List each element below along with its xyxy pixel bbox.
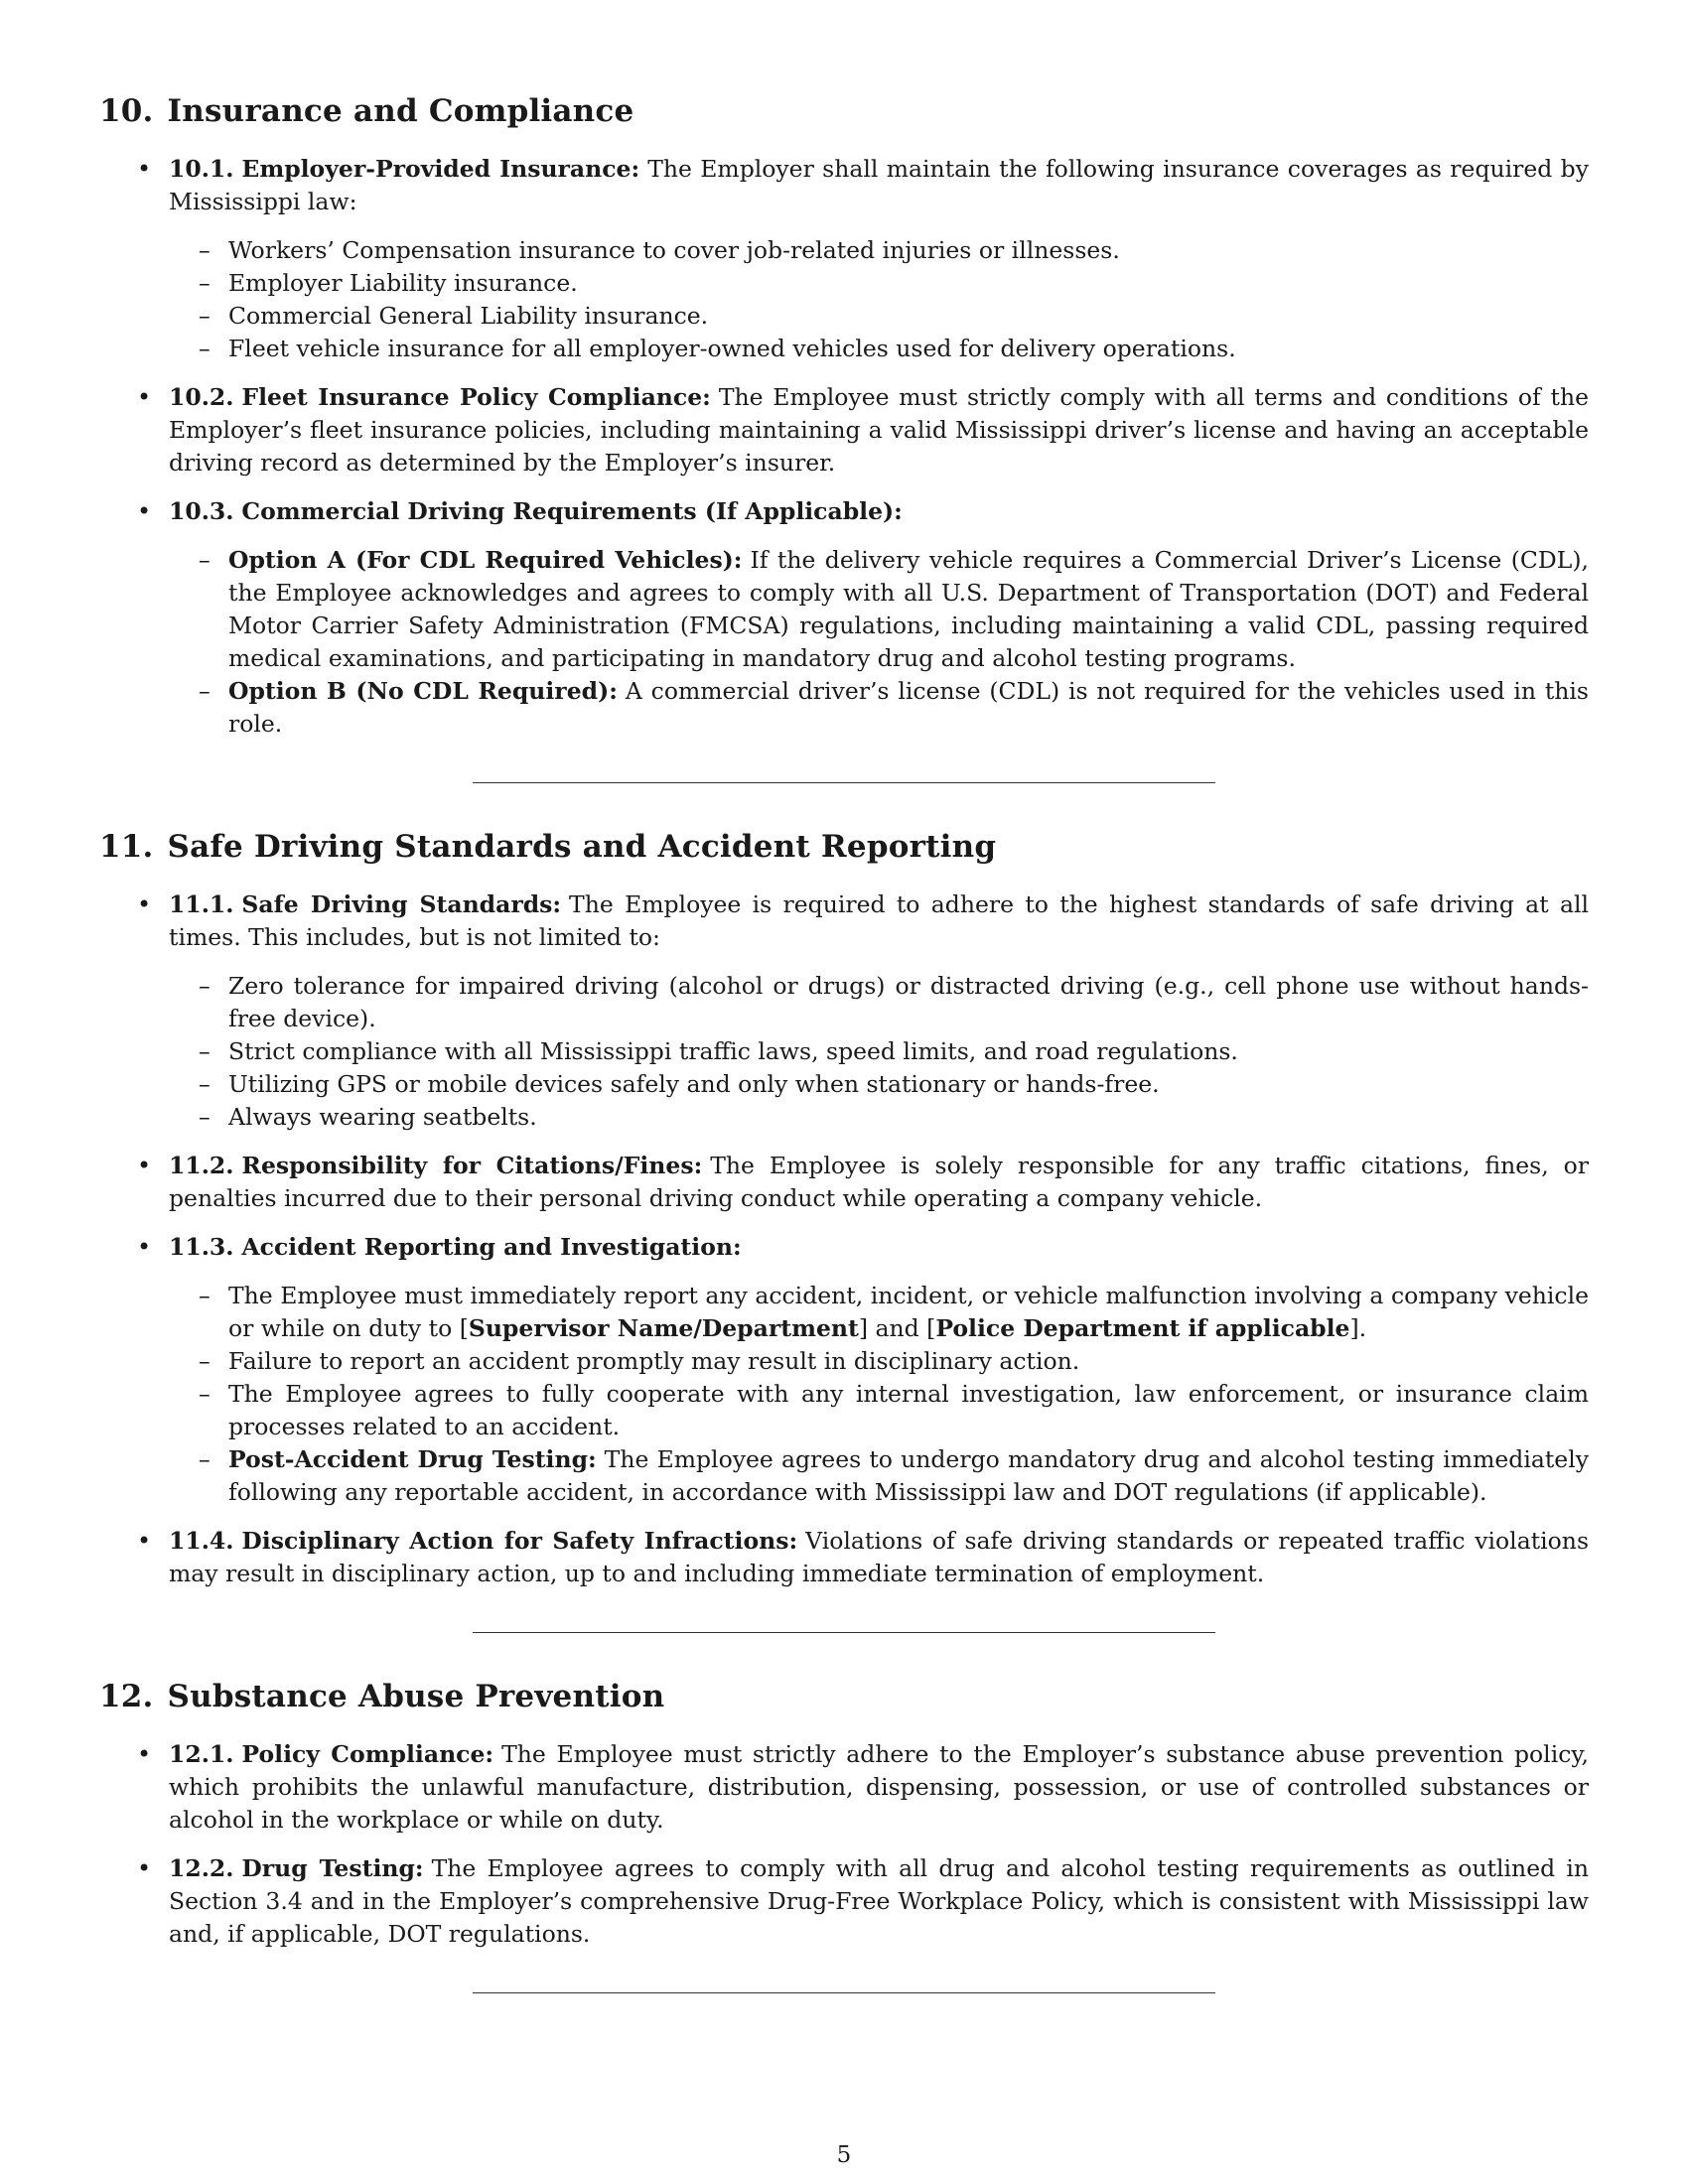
clause-10-3 (99, 495, 1589, 741)
clause-10-2 (99, 381, 1589, 479)
section-10-list (99, 153, 1589, 741)
section-number: 12. (99, 1679, 154, 1714)
clause-11-3 (99, 1231, 1589, 1509)
section-title: Insurance and Compliance (167, 93, 634, 129)
sub-item-option-a (169, 544, 1589, 675)
option-label: Option A (For CDL Required Vehicles): (228, 546, 743, 574)
sub-list (169, 1280, 1589, 1509)
section-heading-11 (99, 827, 1589, 867)
report-text-before: The Employee must immediately report any accident, incident, or vehicle malfunction involving a company vehicle or while on duty to [ (228, 1282, 1589, 1342)
clause-number: 10.1. (169, 155, 234, 183)
sub-item: – The Employee agrees to fully cooperate with any internal investigation, law enforcement, or insurance claim processes related to an accident. (169, 1378, 1589, 1443)
clause-label: Accident Reporting and Investigation: (241, 1233, 742, 1261)
sub-item: – Commercial General Liability insurance. (169, 300, 1589, 333)
clause-label: Policy Compliance: (241, 1740, 494, 1768)
section-heading-10 (99, 91, 1589, 131)
report-text-mid: ] and [ (858, 1314, 936, 1342)
section-number: 10. (99, 93, 154, 129)
section-heading-12 (99, 1677, 1589, 1716)
clause-label: Responsibility for Citations/Fines: (241, 1152, 703, 1179)
clause-11-2 (99, 1150, 1589, 1215)
clause-10-1 (99, 153, 1589, 365)
clause-text: The Employee agrees to comply with all drug and alcohol testing requirements as outlined in Section 3.4 and in the Employer’s comprehensive Drug-Free Workplace Policy, which is consistent with Mississippi law and, if applicable, DOT regulations. (169, 1854, 1589, 1948)
sub-list (169, 234, 1589, 365)
clause-text: The Employee must strictly comply with all terms and conditions of the Employer’s fleet insurance policies, including maintaining a valid Mississippi driver’s license and having an acceptable driving record as determined by the Employer’s insurer. (169, 383, 1589, 477)
clause-number: 11.4. (169, 1527, 234, 1555)
police-placeholder: Police Department if applicable (935, 1314, 1350, 1342)
clause-label: Disciplinary Action for Safety Infractions: (241, 1527, 798, 1555)
post-accident-label: Post-Accident Drug Testing: (228, 1445, 597, 1473)
sub-item: – Strict compliance with all Mississippi traffic laws, speed limits, and road regulations. (169, 1035, 1589, 1068)
sub-list (169, 544, 1589, 741)
clause-11-1 (99, 888, 1589, 1134)
sub-item: – Fleet vehicle insurance for all employer-owned vehicles used for delivery operations. (169, 333, 1589, 365)
clause-label: Drug Testing: (241, 1854, 424, 1882)
clause-number: 11.1. (169, 890, 234, 918)
option-text: If the delivery vehicle requires a Commercial Driver’s License (CDL), the Employee acknowledges and agrees to comply with all U.S. Department of Transportation (DOT) and Federal Motor Carrier Safety Administration (FMCSA) regulations, including maintaining a valid CDL, passing required medical examinations, and participating in mandatory drug and alcohol testing programs. (228, 546, 1589, 672)
sub-list (169, 970, 1589, 1134)
option-label: Option B (No CDL Required): (228, 677, 618, 705)
supervisor-placeholder: Supervisor Name/Department (468, 1314, 859, 1342)
sub-item-report (169, 1280, 1589, 1345)
clause-12-2 (99, 1852, 1589, 1951)
section-divider (473, 782, 1215, 783)
post-accident-text: The Employee agrees to undergo mandatory drug and alcohol testing immediately following any reportable accident, in accordance with Mississippi law and DOT regulations (if applicable). (228, 1445, 1589, 1506)
clause-text: The Employer shall maintain the following insurance coverages as required by Mississippi law: (169, 155, 1589, 215)
clause-text: The Employee must strictly adhere to the Employer’s substance abuse prevention policy, which prohibits the unlawful manufacture, distribution, dispensing, possession, or use of controlled substances or alcohol in the workplace or while on duty. (169, 1740, 1589, 1834)
clause-number: 11.2. (169, 1152, 234, 1179)
option-text: A commercial driver’s license (CDL) is not required for the vehicles used in this role. (228, 677, 1589, 738)
sub-item: – Workers’ Compensation insurance to cover job-related injuries or illnesses. (169, 234, 1589, 267)
section-divider (473, 1632, 1215, 1633)
clause-number: 12.1. (169, 1740, 234, 1768)
section-12-list (99, 1738, 1589, 1951)
sub-item: – Employer Liability insurance. (169, 267, 1589, 300)
sub-item-option-b (169, 675, 1589, 741)
sub-item: – Always wearing seatbelts. (169, 1101, 1589, 1134)
section-divider (473, 1992, 1215, 1993)
page-number: 5 (836, 2142, 852, 2168)
report-text-after: ]. (1349, 1314, 1367, 1342)
clause-number: 12.2. (169, 1854, 234, 1882)
clause-12-1 (99, 1738, 1589, 1837)
clause-label: Fleet Insurance Policy Compliance: (241, 383, 711, 411)
document-page (99, 91, 1589, 2037)
sub-item: – Failure to report an accident promptly may result in disciplinary action. (169, 1345, 1589, 1378)
section-title: Substance Abuse Prevention (167, 1679, 665, 1714)
sub-item-post-accident (169, 1443, 1589, 1509)
clause-text: Violations of safe driving standards or repeated traffic violations may result in disciplinary action, up to and including immediate termination of employment. (169, 1527, 1590, 1587)
clause-number: 10.2. (169, 383, 234, 411)
section-number: 11. (99, 829, 154, 865)
sub-item: – Utilizing GPS or mobile devices safely and only when stationary or hands-free. (169, 1068, 1589, 1101)
sub-item: – Zero tolerance for impaired driving (alcohol or drugs) or distracted driving (e.g., cell phone use without hands-free device). (169, 970, 1589, 1035)
clause-text: The Employee is solely responsible for any traffic citations, fines, or penalties incurred due to their personal driving conduct while operating a company vehicle. (169, 1152, 1589, 1212)
section-title: Safe Driving Standards and Accident Reporting (167, 829, 997, 865)
clause-number: 11.3. (169, 1233, 234, 1261)
clause-label: Employer-Provided Insurance: (241, 155, 640, 183)
clause-text: The Employee is required to adhere to the highest standards of safe driving at all times. This includes, but is not limited to: (169, 890, 1589, 951)
clause-label: Commercial Driving Requirements (If Applicable): (241, 497, 903, 525)
clause-label: Safe Driving Standards: (241, 890, 562, 918)
clause-11-4 (99, 1525, 1589, 1590)
clause-number: 10.3. (169, 497, 234, 525)
section-11-list (99, 888, 1589, 1590)
